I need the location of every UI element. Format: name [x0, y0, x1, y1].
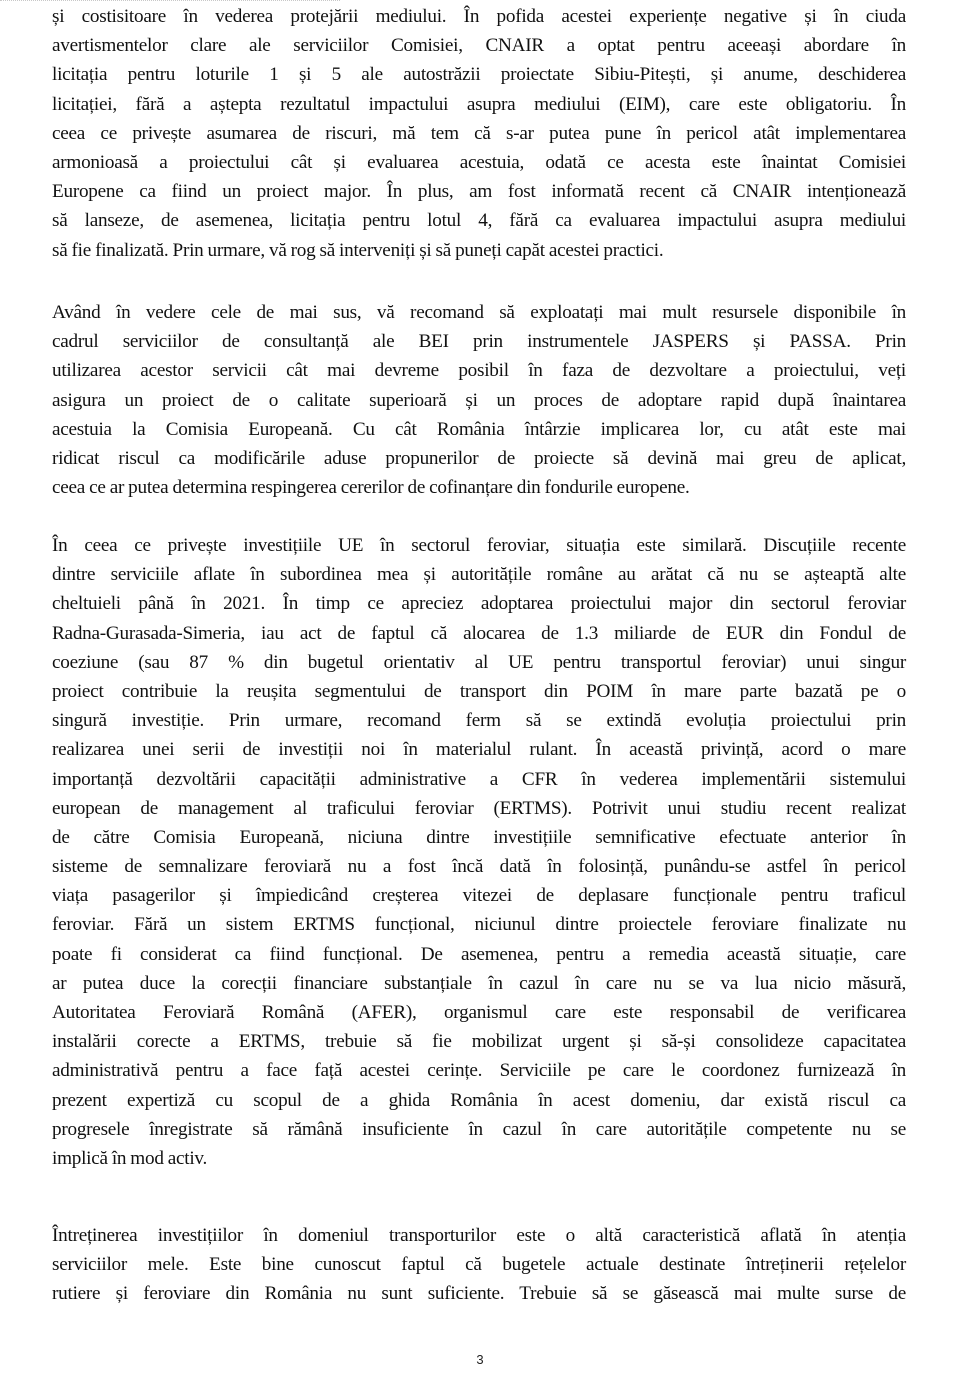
text-line: realizarea unei serii de investiții noi în materialul rulant. În această privință, acord o mare [52, 739, 906, 761]
text-line: Având în vedere cele de mai sus, vă recomand să exploatați mai mult resursele disponibile în [52, 302, 906, 323]
text-line: poate fi considerat ca fiind funcțional. De asemenea, pentru a remedia această situație, care [52, 943, 906, 965]
text-line: serviciilor mele. Este bine cunoscut faptul că bugetele actuale destinate întreținerii rețelelor [52, 1254, 906, 1276]
text-line: Radna-Gurasada-Simeria, iau act de faptul că alocarea de 1.3 miliarde de EUR din Fondul de [52, 622, 906, 644]
text-line: instalării corecte a ERTMS, trebuie să fie mobilizat urgent și să-și consolideze capacitatea [52, 1031, 906, 1053]
text-line: licitația pentru loturile 1 și 5 ale autostrăzii proiectate Sibiu-Pitești, și anume, deschiderea [52, 64, 906, 86]
page-number: 3 [476, 1352, 484, 1367]
text-line: utilizarea acestor servicii cât mai devreme posibil în faza de dezvoltare a proiectului, veți [52, 360, 906, 382]
text-line: coeziune (sau 87 % din bugetul orientativ al UE pentru transportul feroviar) unui singur [52, 651, 906, 673]
text-line: să fie finalizată. Prin urmare, vă rog să interveniți și să puneți capăt acestei practici. [52, 239, 664, 261]
text-line: feroviar. Fără un sistem ERTMS funcțional, niciunul dintre proiectele feroviare finalizate nu [52, 914, 906, 936]
text-line: viața pasagerilor și împiedicând creșterea vitezei de deplasare funcționale pentru traficul [52, 885, 906, 907]
paragraph-maintenance [52, 1221, 906, 1309]
text-line: importanță dezvoltării capacității administrative a CFR în vederea implementării sistemului [52, 768, 906, 790]
text-line: progresele înregistrate să rămână insuficiente în cazul în care autoritățile competente nu se [52, 1118, 906, 1140]
paragraph-railway-investments [52, 531, 906, 1173]
text-line: Europene ca fiind un proiect major. În plus, am fost informată recent că CNAIR intenționează [52, 181, 906, 203]
text-line: implică în mod activ. [52, 1147, 208, 1169]
text-line: În ceea ce privește investițiile UE în sectorul feroviar, situația este similară. Discuțiile recente [52, 535, 906, 556]
text-line: Întreținerea investițiilor în domeniul transporturilor este o altă caracteristică aflată în atenția [52, 1225, 906, 1246]
text-line: ceea ce privește asumarea de riscuri, mă tem că s-ar putea pune în pericol atât implementarea [52, 122, 906, 144]
text-line: ar putea duce la corecții financiare substanțiale în cazul în care nu se va lua nicio măsură, [52, 972, 906, 994]
text-line: ceea ce ar putea determina respingerea cererilor de cofinanțare din fondurile europene. [52, 477, 690, 499]
paragraph-consultancy-services [52, 298, 906, 502]
text-line: rutiere și feroviare din România nu sunt suficiente. Trebuie să se găsească mai multe surse de [52, 1283, 906, 1305]
text-line: de către Comisia Europeană, niciuna dintre investițiile semnificative efectuate anterior în [52, 826, 906, 848]
text-line: administrativă pentru a face față acestei cerințe. Serviciile pe care le coordonez furnizează în [52, 1060, 906, 1082]
text-line: ridicat riscul ca modificările aduse propunerilor de proiecte să devină mai greu de aplicat, [52, 447, 906, 469]
text-line: armonioasă a proiectului cât și evaluarea acestuia, odată ce acesta este înaintat Comisiei [52, 151, 906, 173]
text-line: dintre serviciile aflate în subordinea mea și autoritățile române au arătat că nu se așteaptă alte [52, 564, 906, 586]
text-line: să lanseze, de asemenea, licitația pentru lotul 4, fără ca evaluarea impactului asupra mediului [52, 210, 906, 232]
text-line: avertismentelor clare ale serviciilor Comisiei, CNAIR a optat pentru aceeași abordare în [52, 35, 906, 57]
text-line: acestuia la Comisia Europeană. Cu cât România întârzie implicarea lor, cu atât este mai [52, 418, 906, 440]
text-line: cadrul serviciilor de consultanță ale BEI prin instrumentele JASPERS și PASSA. Prin [52, 331, 906, 353]
text-line: Autoritatea Feroviară Română (AFER), organismul care este responsabil de verificarea [52, 1002, 906, 1023]
paragraph-environmental-impact [52, 2, 906, 265]
text-line: cheltuieli până în 2021. În timp ce apreciez adoptarea proiectului major din sectorul feroviar [52, 593, 906, 615]
text-line: și costisitoare în vederea protejării mediului. În pofida acestei experiențe negative și în ciuda [52, 6, 906, 27]
text-line: singură investiție. Prin urmare, recomand ferm să se extindă evoluția proiectului prin [52, 710, 906, 732]
text-line: licitației, fără a aștepta rezultatul impactului asupra mediului (EIM), care este obligatoriu. În [52, 93, 906, 115]
text-line: european de management al traficului feroviar (ERTMS). Potrivit unui studiu recent realizat [52, 797, 906, 819]
text-line: prezent expertiză cu scopul de a ghida România în acest domeniu, dar există riscul ca [52, 1089, 906, 1111]
text-line: asigura un proiect de o calitate superioară și un proces de adoptare rapid după înaintarea [52, 389, 906, 411]
text-line: sisteme de semnalizare feroviară nu a fost încă dată în folosință, punându-se astfel în pericol [52, 856, 906, 878]
text-line: proiect contribuie la reușita segmentului de transport din POIM în mare parte bazată pe o [52, 680, 906, 702]
